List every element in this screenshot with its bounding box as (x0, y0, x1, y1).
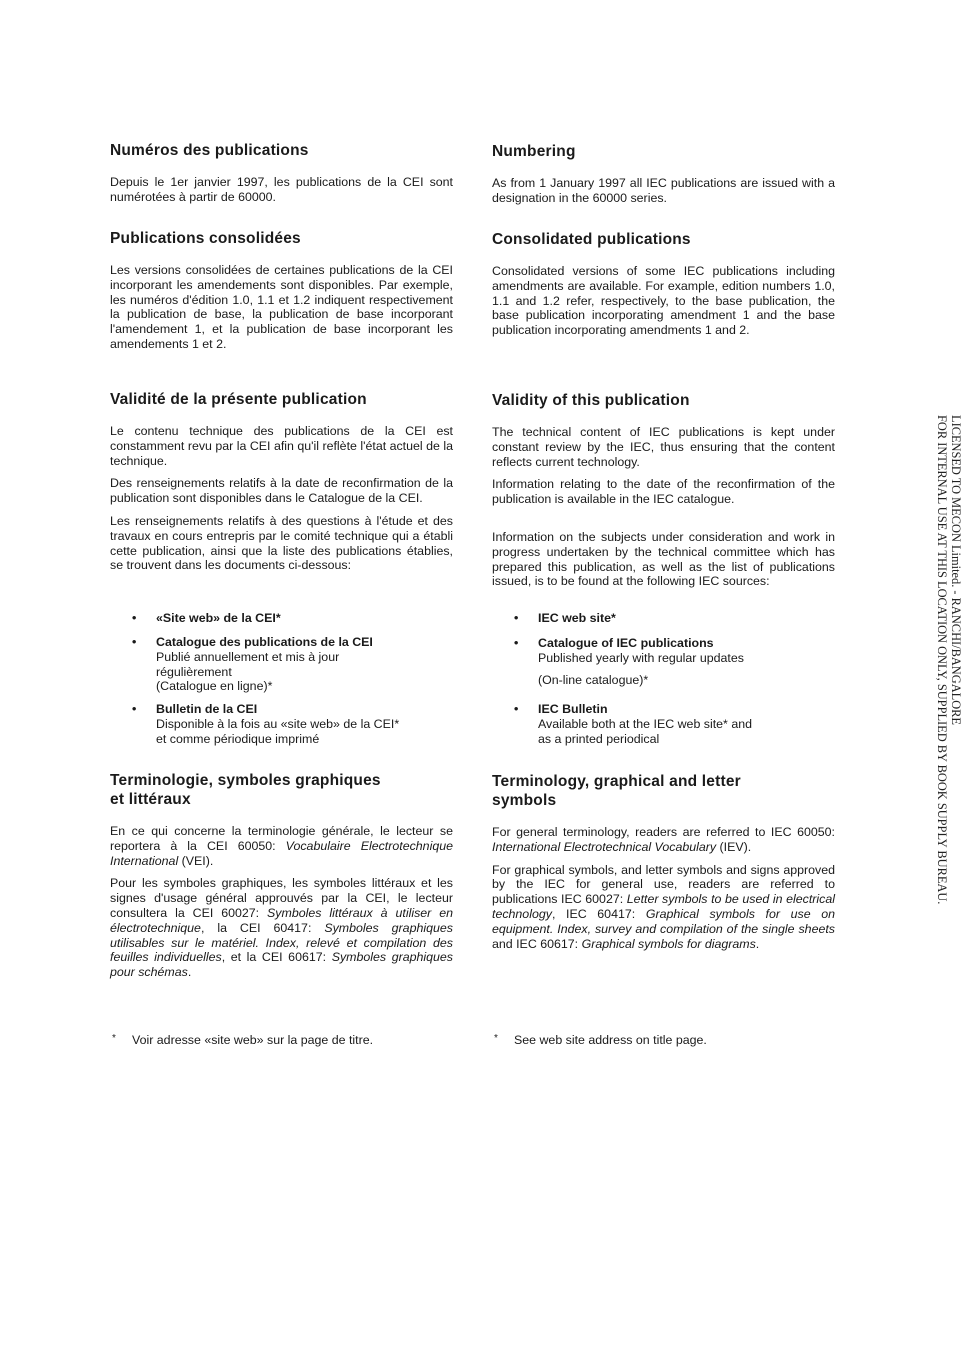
en-terminology-section (492, 772, 835, 951)
en-validity-text-1: The technical content of IEC publications is kept under constant review by the IEC, thus ensuring that the content reflects current technology. (492, 425, 835, 469)
en-terminology-text-2: For graphical symbols, and letter symbols and signs approved by the IEC for general use, readers are referred to publications IEC 60027: Letter symbols to be used in electrical technology, IEC 60417: Graphical symbols for use on equipment. Index, survey and compilation of the single sheets and IEC 60617: Graphical symbols for diagrams. (492, 862, 835, 951)
en-terminology-text-1: For general terminology, readers are referred to IEC 60050: International Electrotechnical Vocabulary (IEV). (492, 825, 835, 854)
fr-terminology-heading: Terminologie, symboles graphiques et littéraux (110, 772, 381, 808)
fr-source-title: Bulletin de la CEI (156, 702, 258, 716)
en-source-line: as a printed periodical (538, 731, 660, 746)
fr-footnote-text: Voir adresse «site web» sur la page de titre. (132, 1033, 374, 1047)
fr-validity-text-2: Des renseignements relatifs à la date de reconfirmation de la publication sont disponibles dans le Catalogue de la CEI. (110, 476, 453, 506)
en-footnote (494, 1033, 834, 1048)
fr-source-item: • Catalogue des publications de la CEI Publié annuellement et mis à jour régulièrement (Catalogue en ligne)* (132, 635, 452, 694)
fr-validity-text-3: Les renseignements relatifs à des questions à l'étude et des travaux en cours entrepris par le comité technique qui a établi cette publication, ainsi que la liste des publications établies, se trouvent dans les documents ci-dessous: (110, 513, 453, 573)
en-numbering-heading: Numbering (492, 143, 576, 160)
en-terminology-heading: Terminology, graphical and letter symbols (492, 773, 741, 809)
fr-source-item: • «Site web» de la CEI* (132, 611, 452, 626)
en-source-line: Published yearly with regular updates (538, 650, 744, 665)
en-validity-text-2: Information relating to the date of the reconfirmation of the publication is available in the IEC catalogue. (492, 477, 835, 507)
en-source-title: IEC Bulletin (538, 702, 608, 716)
fr-numbering-heading: Numéros des publications (110, 142, 309, 159)
fr-terminology-text-2: Pour les symboles graphiques, les symboles littéraux et les signes d'usage général approuvés par la CEI, le lecteur consultera la CEI 60027: Symboles littéraux à utiliser en électrotechnique, la CEI 60417: Symboles graphiques utilisables sur le matériel. Index, relevé et compilation des feuilles individuelles, et la CEI 60617: Symboles graphiques pour schémas. (110, 876, 454, 980)
en-consolidated-heading: Consolidated publications (492, 231, 691, 248)
fr-consolidated-heading: Publications consolidées (110, 230, 301, 247)
fr-validity-heading: Validité de la présente publication (110, 391, 367, 408)
en-numbering-text: As from 1 January 1997 all IEC publications are issued with a designation in the 60000 series. (492, 176, 835, 205)
en-source-item: • IEC Bulletin Available both at the IEC web site* and as a printed periodical (514, 702, 834, 746)
en-validity-section (492, 391, 835, 589)
fr-source-line: (Catalogue en ligne)* (156, 679, 273, 694)
fr-source-line: et comme périodique imprimé (156, 731, 320, 746)
en-source-line: (On-line catalogue)* (538, 672, 649, 687)
footnote-asterisk: * (112, 1033, 116, 1044)
fr-validity-text-1: Le contenu technique des publications de la CEI est constamment revu par la CEI afin qu'il reflète l'état actuel de la technique. (110, 424, 453, 468)
license-stamp-line2: FOR INTERNAL USE AT THIS LOCATION ONLY, SUPPLIED BY BOOK SUPPLY BUREAU. (935, 415, 949, 905)
fr-validity-section (110, 390, 453, 573)
fr-terminology-text-1: En ce qui concerne la terminologie générale, le lecteur se reportera à la CEI 60050: Vocabulaire Electrotechnique International (VEI). (110, 824, 453, 868)
fr-source-line: Disponible à la fois au «site web» de la CEI* (156, 716, 400, 731)
en-source-line: Available both at the IEC web site* and (538, 716, 752, 731)
fr-source-line: Publié annuellement et mis à jour régulièrement (156, 649, 340, 679)
fr-numbering-text: Depuis le 1er janvier 1997, les publications de la CEI sont numérotées à partir de 60000. (110, 175, 453, 204)
license-stamp-line1: LICENSED TO MECON Limited. - RANCHI/BANGALORE (949, 415, 963, 725)
en-source-item: • IEC web site* (514, 611, 834, 626)
fr-footnote (112, 1033, 452, 1048)
en-footnote-text: See web site address on title page. (514, 1033, 707, 1047)
fr-numbering-section (110, 141, 453, 205)
en-source-item: • Catalogue of IEC publications Published yearly with regular updates (On-line catalogue)* (514, 636, 834, 687)
en-consolidated-section (492, 230, 835, 338)
fr-source-title: «Site web» de la CEI* (156, 611, 281, 625)
fr-terminology-section (110, 771, 453, 980)
en-validity-text-3: Information on the subjects under consideration and work in progress undertaken by the technical committee which has prepared this publication, as well as the list of publications issued, is to be found at the following IEC sources: (492, 529, 835, 589)
en-source-title: Catalogue of IEC publications (538, 636, 714, 650)
fr-consolidated-section (110, 229, 453, 352)
en-consolidated-text: Consolidated versions of some IEC publications including amendments are available. For example, edition numbers 1.0, 1.1 and 1.2 refer, respectively, to the base publication, the base publication incorporating amendment 1 and the base publication incorporating amendments 1 and 2. (492, 264, 835, 338)
fr-source-item: • Bulletin de la CEI Disponible à la fois au «site web» de la CEI* et comme périodique imprimé (132, 702, 452, 746)
fr-consolidated-text: Les versions consolidées de certaines publications de la CEI incorporant les amendements sont disponibles. Par exemple, les numéros d'édition 1.0, 1.1 et 1.2 indiquent respectivement la publication de base, la publication de base incorporant l'amendement 1, et la publication de base incorporant les amendements 1 et 2. (110, 263, 453, 351)
footnote-asterisk: * (494, 1033, 498, 1044)
fr-source-title: Catalogue des publications de la CEI (156, 635, 373, 649)
en-numbering-section (492, 142, 835, 206)
en-source-title: IEC web site* (538, 611, 616, 625)
en-validity-heading: Validity of this publication (492, 392, 690, 409)
license-stamp (935, 415, 963, 904)
